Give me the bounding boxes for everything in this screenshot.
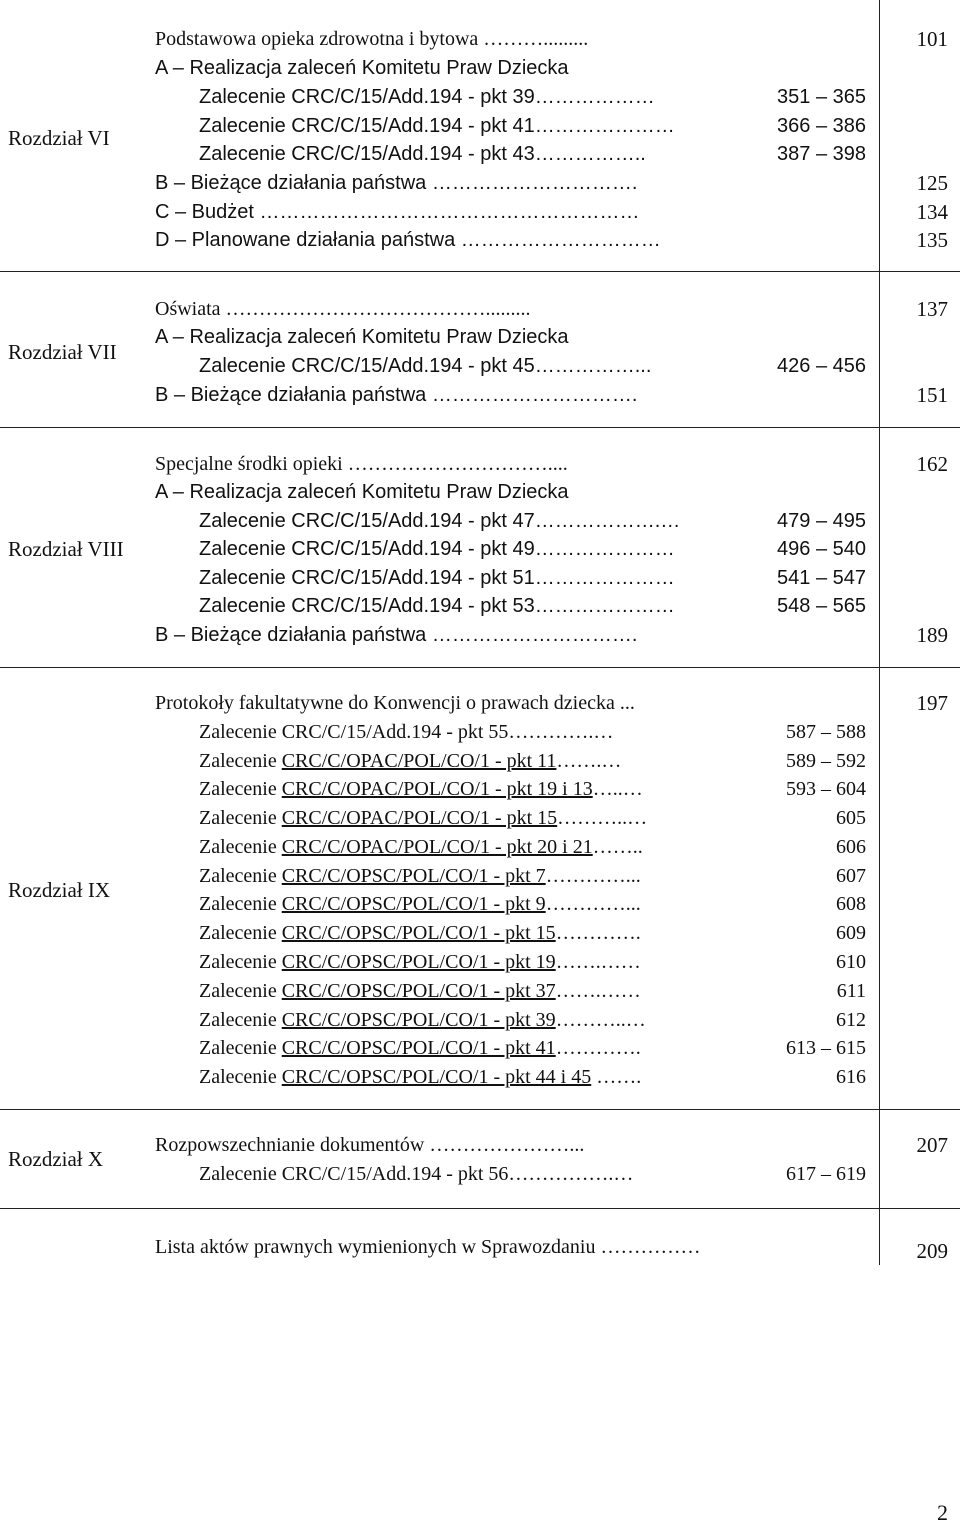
chapter-page: 137: [916, 297, 948, 321]
paragraph-range: 611: [836, 980, 866, 1002]
recommendation-prefix: Zalecenie: [199, 750, 282, 772]
recommendation-row: [199, 890, 641, 918]
chapter-title[interactable]: Oświata ………………………………….........: [155, 298, 531, 320]
legal-acts-list-entry[interactable]: Lista aktów prawnych wymienionych w Sprawozdaniu ……………: [155, 1236, 701, 1258]
recommendation-text: Zalecenie CRC/C/15/Add.194 - pkt 43……………..: [199, 143, 646, 165]
recommendation-link[interactable]: CRC/C/OPAC/POL/CO/1 - pkt 15: [281, 807, 558, 829]
recommendation-row: [199, 1063, 641, 1091]
recommendation-prefix: Zalecenie: [199, 893, 282, 915]
recommendation-link[interactable]: CRC/C/OPSC/POL/CO/1 - pkt 7: [281, 865, 546, 887]
paragraph-range: 593 – 604: [786, 778, 866, 800]
paragraph-range: 366 – 386: [777, 115, 866, 137]
recommendation-link[interactable]: CRC/C/OPSC/POL/CO/1 - pkt 19: [281, 951, 556, 973]
recommendation-prefix: Zalecenie: [199, 721, 282, 743]
chapter-label: Rozdział VII: [8, 340, 117, 364]
recommendation-prefix: Zalecenie: [199, 980, 282, 1002]
subsection-b: B – Bieżące działania państwa ………………………….: [155, 624, 638, 646]
recommendation-text: Zalecenie CRC/C/15/Add.194 - pkt 39………………: [199, 86, 655, 108]
subsection-page: 134: [916, 200, 948, 224]
recommendation-row: [199, 862, 641, 890]
dot-leader: …….……: [555, 951, 641, 973]
recommendation-row: [199, 804, 647, 832]
paragraph-range: 612: [836, 1009, 866, 1031]
recommendation-text: Zalecenie CRC/C/15/Add.194 - pkt 53…………………: [199, 595, 675, 617]
paragraph-range: 426 – 456: [777, 355, 866, 377]
chapter-page: 101: [916, 27, 948, 51]
dot-leader: …….…: [556, 750, 622, 772]
paragraph-range: 608: [836, 893, 866, 915]
paragraph-range: 610: [836, 951, 866, 973]
paragraph-range: 587 – 588: [786, 721, 866, 743]
recommendation-link[interactable]: CRC/C/OPSC/POL/CO/1 - pkt 37: [281, 980, 556, 1002]
dot-leader: ………..…: [555, 1009, 646, 1031]
chapter-page: 207: [916, 1133, 948, 1157]
paragraph-range: 617 – 619: [786, 1163, 866, 1185]
page-column-divider: [879, 0, 880, 1265]
paragraph-range: 613 – 615: [786, 1037, 866, 1059]
dot-leader: …….……: [555, 980, 641, 1002]
recommendation-row: [199, 833, 643, 861]
recommendation-text: Zalecenie CRC/C/15/Add.194 - pkt 49…………………: [199, 538, 675, 560]
chapter-label: Rozdział IX: [8, 878, 111, 902]
chapter-label: Rozdział VIII: [8, 537, 124, 561]
chapter-page: 162: [916, 452, 948, 476]
recommendation-row: [199, 977, 641, 1005]
subsection-page: 151: [916, 383, 948, 407]
recommendation-row: [199, 747, 621, 775]
subsection-page: 135: [916, 228, 948, 252]
recommendation-text: Zalecenie CRC/C/15/Add.194 - pkt 47……………….…: [199, 510, 681, 532]
recommendation-link[interactable]: CRC/C/OPSC/POL/CO/1 - pkt 41: [281, 1037, 556, 1059]
recommendation-link[interactable]: CRC/C/OPAC/POL/CO/1 - pkt 11: [281, 750, 557, 772]
paragraph-range: 351 – 365: [777, 86, 866, 108]
dot-leader: ………….: [555, 1037, 641, 1059]
paragraph-range: 609: [836, 922, 866, 944]
recommendation-row: [199, 718, 613, 746]
paragraph-range: 479 – 495: [777, 510, 866, 532]
recommendation-row: [199, 919, 641, 947]
dot-leader: …………...: [545, 893, 641, 915]
chapter-title[interactable]: Specjalne środki opieki …………………………....: [155, 453, 568, 475]
recommendation-link[interactable]: CRC/C/OPSC/POL/CO/1 - pkt 39: [281, 1009, 556, 1031]
dot-leader: ………..…: [557, 807, 648, 829]
subsection-page: 189: [916, 623, 948, 647]
recommendation-prefix: Zalecenie: [199, 807, 282, 829]
chapter-label: Rozdział X: [8, 1147, 104, 1171]
subsection-a: A – Realizacja zaleceń Komitetu Praw Dziecka: [155, 481, 569, 503]
page-number: 2: [937, 1500, 948, 1525]
subsection-b: B – Bieżące działania państwa ………………………….: [155, 384, 638, 406]
section-divider: [0, 667, 960, 668]
recommendation-link[interactable]: CRC/C/OPSC/POL/CO/1 - pkt 44 i 45: [281, 1066, 592, 1088]
chapter-title[interactable]: Protokoły fakultatywne do Konwencji o prawach dziecka ...: [155, 692, 635, 714]
recommendation-text: Zalecenie CRC/C/15/Add.194 - pkt 51…………………: [199, 567, 675, 589]
dot-leader: ………….…: [508, 721, 614, 743]
paragraph-range: 541 – 547: [777, 567, 866, 589]
legal-acts-list-page: 209: [916, 1239, 948, 1263]
recommendation-row: [199, 948, 641, 976]
subsection-d: D – Planowane działania państwa …………………………: [155, 229, 661, 251]
recommendation-prefix: Zalecenie: [199, 836, 282, 858]
section-divider: [0, 271, 960, 272]
subsection-page: 125: [916, 171, 948, 195]
paragraph-range: 496 – 540: [777, 538, 866, 560]
recommendation-link[interactable]: CRC/C/OPAC/POL/CO/1 - pkt 20 i 21: [281, 836, 593, 858]
recommendation-prefix: Zalecenie: [199, 922, 282, 944]
paragraph-range: 548 – 565: [777, 595, 866, 617]
subsection-a: A – Realizacja zaleceń Komitetu Praw Dziecka: [155, 57, 569, 79]
chapter-title[interactable]: Podstawowa opieka zdrowotna i bytowa ……….........: [155, 28, 589, 50]
recommendation-prefix: Zalecenie: [199, 1037, 282, 1059]
section-divider: [0, 1208, 960, 1209]
recommendation-link[interactable]: CRC/C/OPAC/POL/CO/1 - pkt 19 i 13: [281, 778, 593, 800]
paragraph-range: 607: [836, 865, 866, 887]
dot-leader: …….: [591, 1066, 642, 1088]
recommendation-code: CRC/C/15/Add.194 - pkt 55: [281, 721, 509, 743]
recommendation-row: [199, 775, 643, 803]
subsection-b: B – Bieżące działania państwa ………………………….: [155, 172, 638, 194]
dot-leader: …………...: [545, 865, 641, 887]
recommendation-text: Zalecenie CRC/C/15/Add.194 - pkt 56…………….…: [199, 1163, 634, 1185]
recommendation-text: Zalecenie CRC/C/15/Add.194 - pkt 41…………………: [199, 115, 675, 137]
subsection-c: C – Budżet …………………………………………………: [155, 201, 640, 223]
section-divider: [0, 427, 960, 428]
paragraph-range: 387 – 398: [777, 143, 866, 165]
recommendation-prefix: Zalecenie: [199, 778, 282, 800]
recommendation-text: Zalecenie CRC/C/15/Add.194 - pkt 45……………...: [199, 355, 652, 377]
section-divider: [0, 1109, 960, 1110]
dot-leader: ………….: [555, 922, 641, 944]
paragraph-range: 606: [836, 836, 866, 858]
chapter-page: 197: [916, 691, 948, 715]
paragraph-range: 589 – 592: [786, 750, 866, 772]
paragraph-range: 616: [836, 1066, 866, 1088]
dot-leader: …..…: [592, 778, 643, 800]
paragraph-range: 605: [836, 807, 866, 829]
subsection-a: A – Realizacja zaleceń Komitetu Praw Dziecka: [155, 326, 569, 348]
recommendation-row: [199, 1006, 646, 1034]
recommendation-link[interactable]: CRC/C/OPSC/POL/CO/1 - pkt 15: [281, 922, 556, 944]
recommendation-prefix: Zalecenie: [199, 951, 282, 973]
dot-leader: ……..: [592, 836, 643, 858]
recommendation-prefix: Zalecenie: [199, 1066, 282, 1088]
chapter-label: Rozdział VI: [8, 126, 110, 150]
recommendation-link[interactable]: CRC/C/OPSC/POL/CO/1 - pkt 9: [281, 893, 546, 915]
recommendation-prefix: Zalecenie: [199, 865, 282, 887]
recommendation-prefix: Zalecenie: [199, 1009, 282, 1031]
chapter-title[interactable]: Rozpowszechnianie dokumentów …………………...: [155, 1134, 585, 1156]
recommendation-row: [199, 1034, 641, 1062]
